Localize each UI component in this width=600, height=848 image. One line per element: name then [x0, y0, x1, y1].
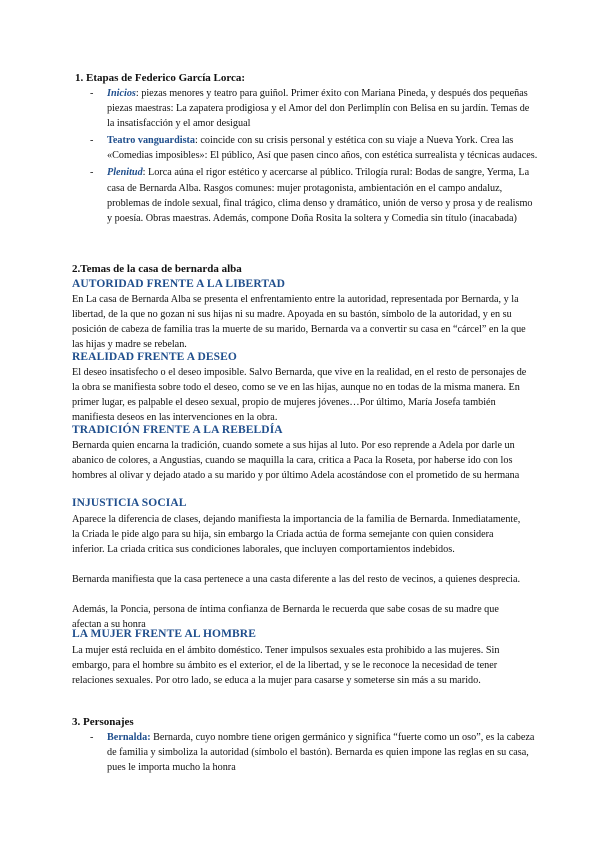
stages-list: [90, 86, 538, 228]
item-label: Teatro vanguardista: [107, 135, 196, 147]
item-label: Plenitud: [107, 167, 143, 179]
theme-heading: AUTORIDAD FRENTE A LA LIBERTAD: [72, 278, 286, 290]
item-label: Bernalda:: [107, 732, 151, 743]
theme-paragraph: Bernarda manifiesta que la casa pertenece a una casta diferente a las del resto de vecinos, a quienes desprecia.: [72, 574, 521, 585]
list-item: - Inicios: piezas menores y teatro para guiñol. Primer éxito con Mariana Pineda, y después dos pequeñas piezas maestras: La zapatera prodigiosa y el Amor del don Perlimplín con Belisa en su jardín. Temas de la insatisfacción y el amor desigual: [90, 88, 530, 130]
theme-heading: LA MUJER FRENTE AL HOMBRE: [72, 628, 256, 640]
theme-paragraph: Bernarda quien encarna la tradición, cuando somete a sus hijas al luto. Por eso reprende a Adela por darle un abanico de colores, a Angustias, cuando se maquilla la cara, critica a Paca la Roseta, por haberse ido con los hombres al olivar y dejado atado a su marido y por último Adela acostándose con el prometido de su hermana: [72, 440, 520, 482]
list-item: - Plenitud: Lorca aúna el rigor estético y acercarse al público. Trilogía rural: Bodas de sangre, Yerma, La casa de Bernarda Alba. Rasgos comunes: mujer protagonista, ambientación en el campo andaluz, problemas de índole sexual, final trágico, clima denso y dramático, unión de verso y prosa y de realismo y poesía. Obras maestras. Además, compone Doña Rosita la soltera y Comedia sin título (inacabada): [90, 167, 533, 224]
characters-list: [90, 730, 538, 777]
theme-paragraph: La mujer está recluida en el ámbito doméstico. Tener impulsos sexuales esta prohibido a las mujeres. Sin embargo, para el hombre su ámbito es el exterior, el de la libertad, y se le reconoce la necesidad de tener relaciones sexuales. Por otro lado, se educa a la mujer para casarse y someterse sin más a su marido.: [72, 645, 500, 687]
item-text: Bernarda, cuyo nombre tiene origen germánico y significa “fuerte como un oso”, es la cabeza de familia y simboliza la autoridad (símbolo el bastón). Bernarda es quien impone las reglas en su casa, pues le importa mucho la honra: [107, 732, 535, 774]
list-item: - Teatro vanguardista: coincide con su crisis personal y estética con su viaje a Nueva York. Crea las «Comedias imposibles»: El público, Así que pasen cinco años, con estética surrealista y técnicas audaces.: [90, 135, 538, 162]
theme-heading: REALIDAD FRENTE A DESEO: [72, 351, 237, 363]
theme-heading: TRADICIÓN FRENTE A LA REBELDÍA: [72, 424, 283, 436]
section-1-title: 1. Etapas de Federico García Lorca:: [75, 72, 246, 84]
section-3-title: 3. Personajes: [72, 716, 134, 728]
item-text: : coincide con su crisis personal y estética con su viaje a Nueva York. Crea las «Comedias imposibles»: El público, Así que pasen cinco años, con estética surrealista y técnicas audaces.: [107, 135, 538, 162]
theme-paragraph: Además, la Poncia, persona de íntima confianza de Bernarda le recuerda que sabe cosas de su madre que afectan a su honra: [72, 604, 499, 631]
item-label: Inicios: [107, 88, 136, 99]
theme-heading: INJUSTICIA SOCIAL: [72, 497, 187, 509]
theme-paragraph: El deseo insatisfecho o el deseo imposible. Salvo Bernarda, que vive en la realidad, en el resto de personajes de la obra se manifiesta sobre todo el deseo, como se ve en las hijas, aunque no en todas de la misma manera. En primer lugar, es palpable el deseo sexual, propio de mujeres jóvenes…Por último, María Josefa también manifiesta deseos en las intervenciones en la obra.: [72, 367, 527, 424]
section-2-title: 2.Temas de la casa de bernarda alba: [72, 263, 242, 275]
theme-paragraph: Aparece la diferencia de clases, dejando manifiesta la importancia de la familia de Bernarda. Inmediatamente, la Criada le pide algo para su hija, sin embargo la Criada actúa de forma semejante con quien considera inferior. La criada critica sus condiciones laborales, que incluyen comportamientos indebidos.: [72, 514, 521, 556]
list-item: - Bernalda: Bernarda, cuyo nombre tiene origen germánico y significa “fuerte como un oso”, es la cabeza de familia y simboliza la autoridad (símbolo el bastón). Bernarda es quien impone las reglas en su casa, pues le importa mucho la honra: [90, 732, 535, 774]
item-text: : piezas menores y teatro para guiñol. Primer éxito con Mariana Pineda, y después dos pequeñas piezas maestras: La zapatera prodigiosa y el Amor del don Perlimplín con Belisa en su jardín. Temas de la insatisfacción y el amor desigual: [107, 88, 530, 130]
theme-paragraph: En La casa de Bernarda Alba se presenta el enfrentamiento entre la autoridad, representada por Bernarda, y la libertad, de la que no gozan ni sus hijas ni su madre. Apoyada en su bastón, símbolo de la autoridad, y en su posición de cabeza de familia tras la muerte de su marido, Bernarda va a convertir su casa en “cárcel” en la que las hijas y madre se rebelan.: [72, 294, 526, 351]
item-text: : Lorca aúna el rigor estético y acercarse al público. Trilogía rural: Bodas de sangre, Yerma, La casa de Bernarda Alba. Rasgos comunes: mujer protagonista, ambientación en el campo andaluz, problemas de índole sexual, final trágico, clima denso y dramático, unión de verso y prosa y de realismo y poesía. Obras maestras. Además, compone Doña Rosita la soltera y Comedia sin título (inacabada): [107, 167, 533, 224]
